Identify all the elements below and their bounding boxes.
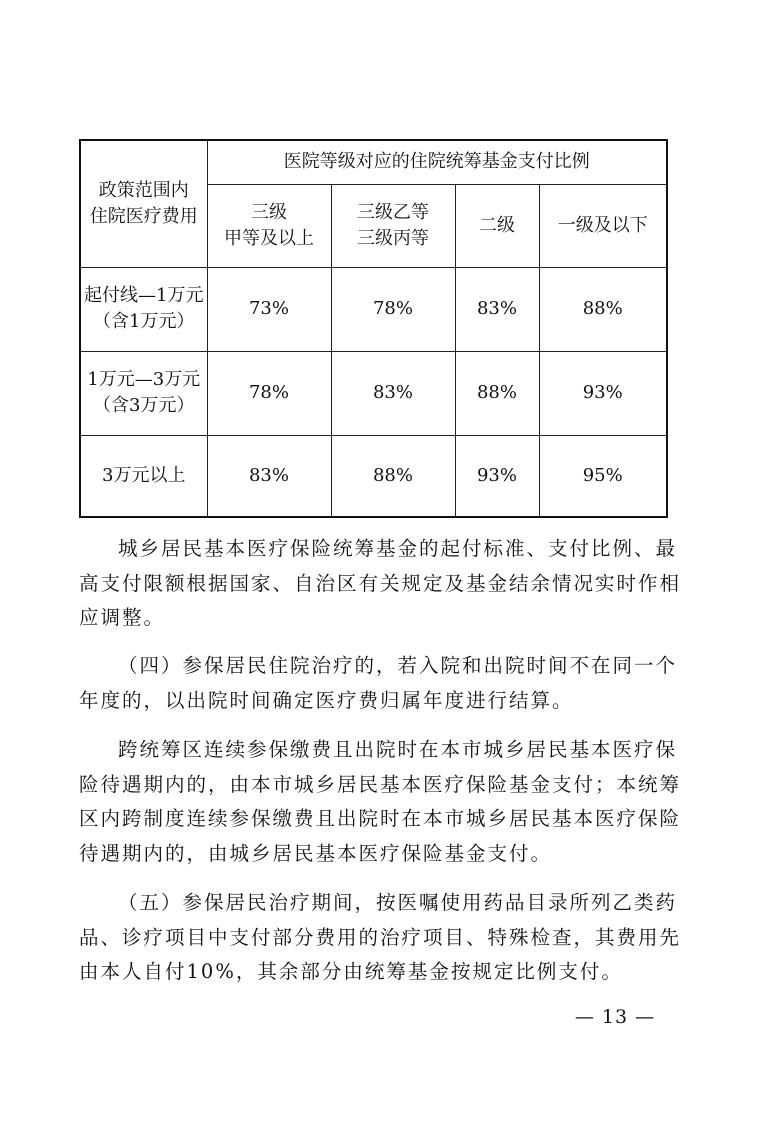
table-row	[80, 435, 667, 517]
column-header-cell	[331, 184, 455, 267]
rate-cell: 78%	[207, 351, 331, 435]
corner-header-cell	[80, 140, 207, 267]
column-header-cell	[207, 184, 331, 267]
text-line: 年度的，以出院时间确定医疗费归属年度进行结算。	[79, 688, 574, 712]
paragraph-cross-region	[79, 733, 682, 871]
text-line: 品、诊疗项目中支付部分费用的治疗项目、特殊检查，其费用先	[79, 925, 682, 949]
text-line: （五）参保居民治疗期间，按医嘱使用药品目录所列乙类药	[118, 891, 678, 914]
page-number: — 13 —	[574, 1006, 656, 1028]
text-line: 应调整。	[79, 606, 166, 629]
rate-cell: 83%	[331, 351, 455, 435]
text-line: 跨统筹区连续参保缴费且出院时在本市城乡居民基本医疗保	[118, 738, 678, 761]
paragraph-adjustment	[79, 532, 682, 636]
column-header-line: 三级丙等	[357, 227, 429, 249]
row-label-line: （含3万元）	[93, 395, 195, 416]
rate-cell: 93%	[455, 435, 539, 517]
table-row	[80, 351, 667, 435]
row-label-line: 起付线—1万元	[84, 285, 204, 306]
row-label-cell	[80, 435, 207, 517]
row-label-line: （含1万元）	[93, 311, 195, 332]
rate-cell: 78%	[331, 267, 455, 351]
group-header-cell: 医院等级对应的住院统筹基金支付比例	[207, 140, 667, 184]
rate-cell: 95%	[539, 435, 667, 517]
column-header-line: 三级乙等	[357, 201, 429, 223]
rate-cell: 83%	[455, 267, 539, 351]
text-line: 险待遇期内的，由本市城乡居民基本医疗保险基金支付；本统筹	[79, 772, 682, 796]
table-header-row	[80, 140, 667, 184]
row-label-cell	[80, 267, 207, 351]
column-header-line: 三级	[251, 201, 287, 223]
paragraph-section-4	[79, 649, 678, 718]
rate-cell: 73%	[207, 267, 331, 351]
rate-cell: 83%	[207, 435, 331, 517]
paragraph-section-5	[79, 886, 682, 990]
corner-header-line: 政策范围内	[98, 179, 189, 201]
row-label-line: 3万元以上	[102, 464, 186, 486]
rate-cell: 88%	[455, 351, 539, 435]
column-header-cell	[455, 184, 539, 267]
text-line: 待遇期内的，由城乡居民基本医疗保险基金支付。	[79, 841, 553, 865]
corner-header-line: 住院医疗费用	[89, 205, 198, 227]
column-header-cell	[539, 184, 667, 267]
text-line: 区内跨制度连续参保缴费且出院时在本市城乡居民基本医疗保险	[79, 807, 682, 830]
payment-ratio-table	[79, 139, 668, 518]
row-label-line: 1万元—3万元	[87, 369, 201, 390]
column-header-line: 二级	[479, 214, 515, 236]
row-label-cell	[80, 351, 207, 435]
rate-cell: 93%	[539, 351, 667, 435]
text-line: 城乡居民基本医疗保险统筹基金的起付标准、支付比例、最	[118, 537, 678, 560]
text-line: （四）参保居民住院治疗的，若入院和出院时间不在同一个	[118, 654, 678, 677]
rate-cell: 88%	[539, 267, 667, 351]
column-header-line: 一级及以下	[557, 214, 648, 236]
text-line: 高支付限额根据国家、自治区有关规定及基金结余情况实时作相	[79, 571, 682, 595]
rate-cell: 88%	[331, 435, 455, 517]
table-row	[80, 267, 667, 351]
text-line: 由本人自付10%，其余部分由统筹基金按规定比例支付。	[79, 960, 623, 983]
column-header-line: 甲等及以上	[224, 227, 314, 249]
